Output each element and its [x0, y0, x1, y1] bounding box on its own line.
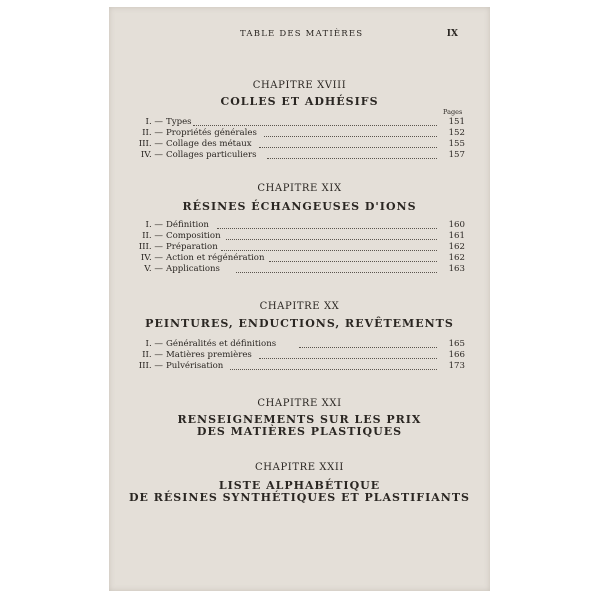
- entry-page: 152: [448, 128, 465, 138]
- toc-entry[interactable]: [109, 220, 490, 231]
- entry-page: 165: [448, 339, 465, 349]
- dot-leader: [193, 117, 437, 126]
- entry-title: Collages particuliers: [166, 150, 257, 160]
- entry-number: III. —: [138, 242, 163, 252]
- entry-title: Matières premières: [166, 350, 252, 360]
- entry-number: V. —: [144, 264, 163, 274]
- entry-title: Préparation: [166, 242, 218, 252]
- chapter-title: RENSEIGNEMENTS SUR LES PRIX: [177, 413, 422, 426]
- entry-number: III. —: [138, 139, 163, 149]
- toc-entry[interactable]: [109, 264, 490, 275]
- dot-leader: [267, 150, 437, 159]
- chapter-title: LISTE ALPHABÉTIQUE: [218, 479, 381, 492]
- running-header: [109, 29, 490, 45]
- chapter-label: CHAPITRE XX: [259, 301, 340, 312]
- running-header-title: TABLE DES MATIÈRES: [240, 29, 364, 39]
- toc-entry[interactable]: [109, 128, 490, 139]
- dot-leader: [299, 339, 437, 348]
- toc-entry[interactable]: [109, 350, 490, 361]
- entry-page: 157: [448, 150, 465, 160]
- chapter-title-line-2: DES MATIÈRES PLASTIQUES: [196, 425, 403, 438]
- chapter-label: CHAPITRE XVIII: [252, 80, 347, 91]
- entry-number: II. —: [142, 350, 163, 360]
- chapter-title: COLLES ET ADHÉSIFS: [220, 95, 379, 108]
- book-page: [109, 7, 490, 591]
- entry-page: 163: [448, 264, 465, 274]
- page-number: IX: [446, 29, 458, 39]
- dot-leader: [230, 361, 437, 370]
- entry-page: 162: [448, 242, 465, 252]
- entry-title: Pulvérisation: [166, 361, 224, 371]
- entry-page: 162: [448, 253, 465, 263]
- entry-page: 166: [448, 350, 465, 360]
- dot-leader: [259, 139, 437, 148]
- chapter-label: CHAPITRE XIX: [257, 183, 342, 194]
- entry-number: I. —: [145, 220, 163, 230]
- entry-page: 161: [448, 231, 465, 241]
- entry-title: Collage des métaux: [166, 139, 252, 149]
- dot-leader: [217, 220, 437, 229]
- entry-page: 160: [448, 220, 465, 230]
- toc-entry[interactable]: [109, 139, 490, 150]
- entry-number: III. —: [138, 361, 163, 371]
- dot-leader: [264, 128, 437, 137]
- toc-entry[interactable]: [109, 253, 490, 264]
- entry-number: IV. —: [140, 253, 163, 263]
- dot-leader: [236, 264, 437, 273]
- toc-entry[interactable]: [109, 150, 490, 161]
- toc-entry[interactable]: [109, 361, 490, 372]
- toc-entry[interactable]: [109, 231, 490, 242]
- toc-entry[interactable]: [109, 117, 490, 128]
- entry-title: Généralités et définitions: [166, 339, 277, 349]
- entry-number: IV. —: [140, 150, 163, 160]
- entry-number: I. —: [145, 339, 163, 349]
- pages-column-label: Pages: [443, 108, 463, 116]
- dot-leader: [226, 231, 437, 240]
- entry-title: Composition: [166, 231, 221, 241]
- dot-leader: [259, 350, 437, 359]
- entry-title: Propriétés générales: [166, 128, 257, 138]
- entry-page: 173: [448, 361, 465, 371]
- entry-page: 151: [448, 117, 465, 127]
- entry-number: II. —: [142, 231, 163, 241]
- dot-leader: [221, 242, 437, 251]
- entry-number: I. —: [145, 117, 163, 127]
- chapter-title: RÉSINES ÉCHANGEUSES D'IONS: [182, 200, 417, 213]
- dot-leader: [269, 253, 437, 262]
- chapter-title-line-2: DE RÉSINES SYNTHÉTIQUES ET PLASTIFIANTS: [129, 491, 470, 504]
- chapter-title: PEINTURES, ENDUCTIONS, REVÊTEMENTS: [145, 317, 454, 330]
- entry-title: Types: [166, 117, 192, 127]
- entry-title: Action et régénération: [166, 253, 265, 263]
- toc-entry[interactable]: [109, 339, 490, 350]
- entry-number: II. —: [142, 128, 163, 138]
- entry-title: Définition: [166, 220, 209, 230]
- chapter-label: CHAPITRE XXII: [255, 462, 344, 473]
- chapter-label: CHAPITRE XXI: [257, 398, 342, 409]
- entry-title: Applications: [166, 264, 220, 274]
- entry-page: 155: [448, 139, 465, 149]
- toc-entry[interactable]: [109, 242, 490, 253]
